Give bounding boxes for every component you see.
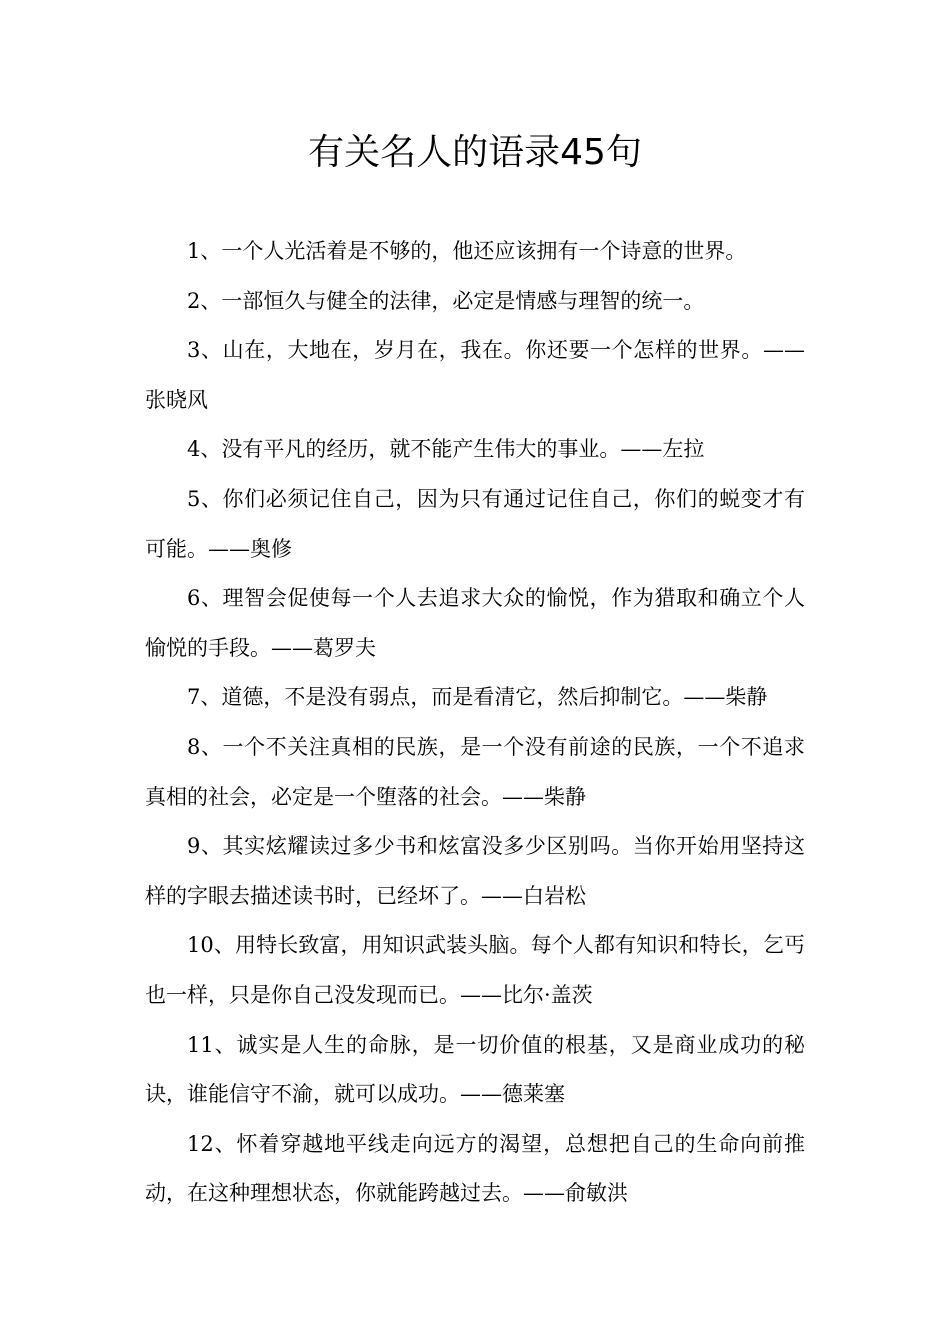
quote-paragraph-4: 4、没有平凡的经历，就不能产生伟大的事业。——左拉	[187, 437, 705, 462]
quote-paragraph-9: 9、其实炫耀读过多少书和炫富没多少区别吗。当你开始用坚持这样的字眼去描述读书时，已经坏了。——白岩松	[145, 834, 805, 908]
document-body	[145, 227, 805, 1219]
quote-paragraph-3: 3、山在，大地在，岁月在，我在。你还要一个怎样的世界。——张晓风	[145, 338, 805, 412]
quote-paragraph-5: 5、你们必须记住自己，因为只有通过记住自己，你们的蜕变才有可能。——奥修	[145, 486, 805, 561]
quote-paragraph-1: 1、一个人光活着是不够的，他还应该拥有一个诗意的世界。	[187, 239, 747, 263]
quote-paragraph-2: 2、一部恒久与健全的法律，必定是情感与理智的统一。	[187, 288, 705, 313]
document-title: 有关名人的语录45句	[308, 132, 642, 173]
quote-paragraph-7: 7、道德，不是没有弱点，而是看清它，然后抑制它。——柴静	[187, 685, 768, 710]
quote-paragraph-11: 11、诚实是人生的命脉，是一切价值的根基，又是商业成功的秘诀，谁能信守不渝，就可以成功。——德莱塞	[145, 1032, 805, 1107]
quote-paragraph-10: 10、用特长致富，用知识武装头脑。每个人都有知识和特长，乞丐也一样，只是你自己没发现而已。——比尔·盖茨	[145, 933, 805, 1007]
quote-paragraph-6: 6、理智会促使每一个人去追求大众的愉悦，作为猎取和确立个人愉悦的手段。——葛罗夫	[145, 586, 805, 660]
quote-paragraph-12: 12、怀着穿越地平线走向远方的渴望，总想把自己的生命向前推动，在这种理想状态，你就能跨越过去。——俞敏洪	[145, 1131, 805, 1206]
quote-paragraph-8: 8、一个不关注真相的民族，是一个没有前途的民族，一个不追求真相的社会，必定是一个堕落的社会。——柴静	[145, 734, 805, 809]
